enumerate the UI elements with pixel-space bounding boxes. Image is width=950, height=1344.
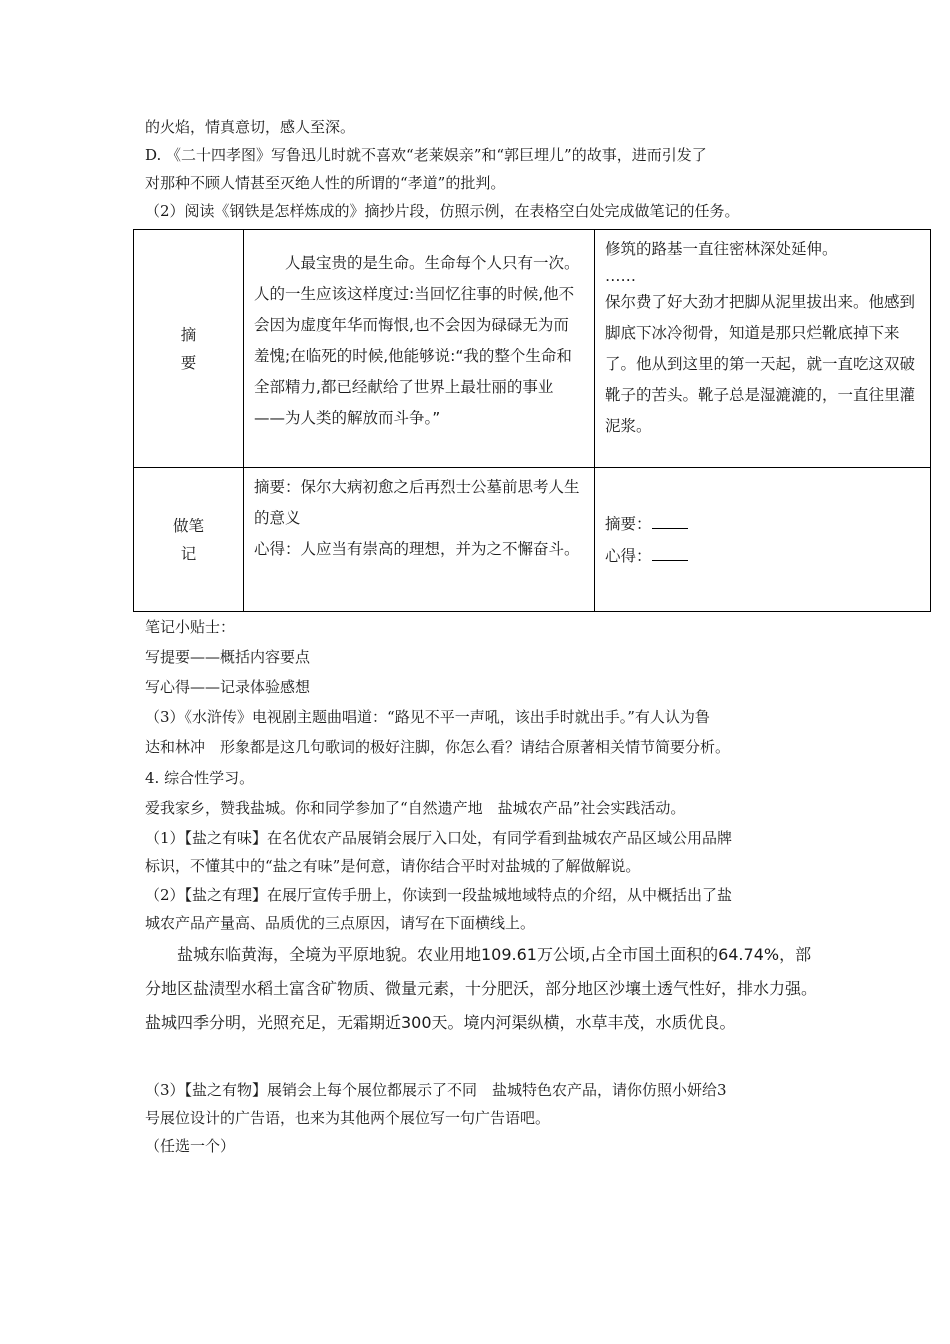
example-summary: 摘要：保尔大病初愈之后再烈士公墓前思考人生的意义 (254, 478, 580, 527)
example-feeling: 心得：人应当有崇高的理想，并为之不懈奋斗。 (254, 540, 580, 558)
section-4-title: 4. 综合性学习。 (145, 769, 255, 787)
section-4-q1-line: （1）【盐之有味】在名优农产品展销会展厅入口处，有同学看到盐城农产品区域公用品牌 (145, 829, 733, 847)
section-4-intro: 爱我家乡，赞我盐城。你和同学参加了“自然遗产地 盐城农产品”社会实践活动。 (145, 799, 686, 817)
question-3-line: 达和林冲 形象都是这几句歌词的极好注脚，你怎么看？请结合原著相关情节简要分析。 (145, 738, 731, 756)
task-excerpt-paragraph: 保尔费了好大劲才把脚从泥里拔出来。他感到脚底下冰冷彻骨，知道是那只烂靴底掉下来了。他从到这里的第一天起，就一直吃这双破靴子的苦头。靴子总是湿漉漉的，一直往里灌泥浆。 (605, 293, 916, 435)
example-notes-cell (244, 468, 595, 612)
feeling-prompt: 心得： (605, 546, 652, 565)
task-notes-cell (595, 468, 931, 612)
notes-label-char: 做笔 (172, 516, 204, 535)
section-4-q3-line: 号展位设计的广告语，也来为其他两个展位写一句广告语吧。 (145, 1109, 551, 1127)
question-3-line: （3）《水浒传》电视剧主题曲唱道：“路见不平一声吼，该出手时就出手。”有人认为鲁 (145, 708, 710, 726)
section-4-q1-line: 标识，不懂其中的“盐之有味”是何意，请你结合平时对盐城的了解做解说。 (145, 857, 641, 875)
option-d-line: D. 《二十四孝图》写鲁迅儿时就不喜欢“老莱娱亲”和“郭巨埋儿”的故事，进而引发了 (145, 146, 707, 164)
notes-label-cell (134, 468, 244, 612)
section-4-q2-line: （2）【盐之有理】在展厅宣传手册上，你读到一段盐城地域特点的介绍，从中概括出了盐 (145, 886, 733, 904)
summary-label-char: 要 (180, 353, 197, 372)
tip-line: 写心得——记录体验感想 (145, 678, 311, 696)
summary-blank[interactable] (652, 514, 688, 529)
choose-one-note: （任选一个） (145, 1137, 236, 1155)
tips-title: 笔记小贴士： (145, 618, 236, 636)
task-excerpt-line: 修筑的路基一直往密林深处延伸。 (605, 240, 838, 258)
summary-label-cell (134, 230, 244, 468)
example-excerpt: 人最宝贵的是生命。生命每个人只有一次。人的一生应该这样度过:当回忆往事的时候,他不会因为虚度年华而悔恨,也不会因为碌碌无为而羞愧;在临死的时候,他能够说:“我的整个生命和全部精力,都已经献给了世界上最壮丽的事业——为人类的解放而斗争。” (254, 254, 580, 427)
yancheng-passage: 盐城东临黄海，全境为平原地貌。农业用地109.61万公顷,占全市国土面积的64.74%，部分地区盐渍型水稻土富含矿物质、微量元素，十分肥沃，部分地区沙壤土透气性好，排水力强。盐城四季分明，光照充足，无霜期近300天。境内河渠纵横，水草丰茂，水质优良。 (145, 945, 818, 1032)
text-line: 对那种不顾人情甚至灭绝人性的所谓的“孝道”的批判。 (145, 174, 506, 192)
text-line: 的火焰，情真意切，感人至深。 (145, 118, 356, 136)
note-table (133, 229, 931, 612)
notes-label-char: 记 (180, 544, 197, 563)
task-excerpt-cell (595, 230, 931, 468)
example-excerpt-cell (244, 230, 595, 468)
summary-label-char: 摘 (180, 325, 197, 344)
summary-prompt: 摘要： (605, 514, 652, 533)
section-4-q3-line: （3）【盐之有物】展销会上每个展位都展示了不同 盐城特色农产品，请你仿照小妍给3 (145, 1081, 727, 1099)
question-2-prompt: （2）阅读《钢铁是怎样炼成的》摘抄片段，仿照示例，在表格空白处完成做笔记的任务。 (145, 202, 740, 220)
section-4-q2-line: 城农产品产量高、品质优的三点原因，请写在下面横线上。 (145, 914, 536, 932)
tip-line: 写提要——概括内容要点 (145, 648, 311, 666)
ellipsis: …… (605, 267, 636, 285)
feeling-blank[interactable] (652, 546, 688, 561)
